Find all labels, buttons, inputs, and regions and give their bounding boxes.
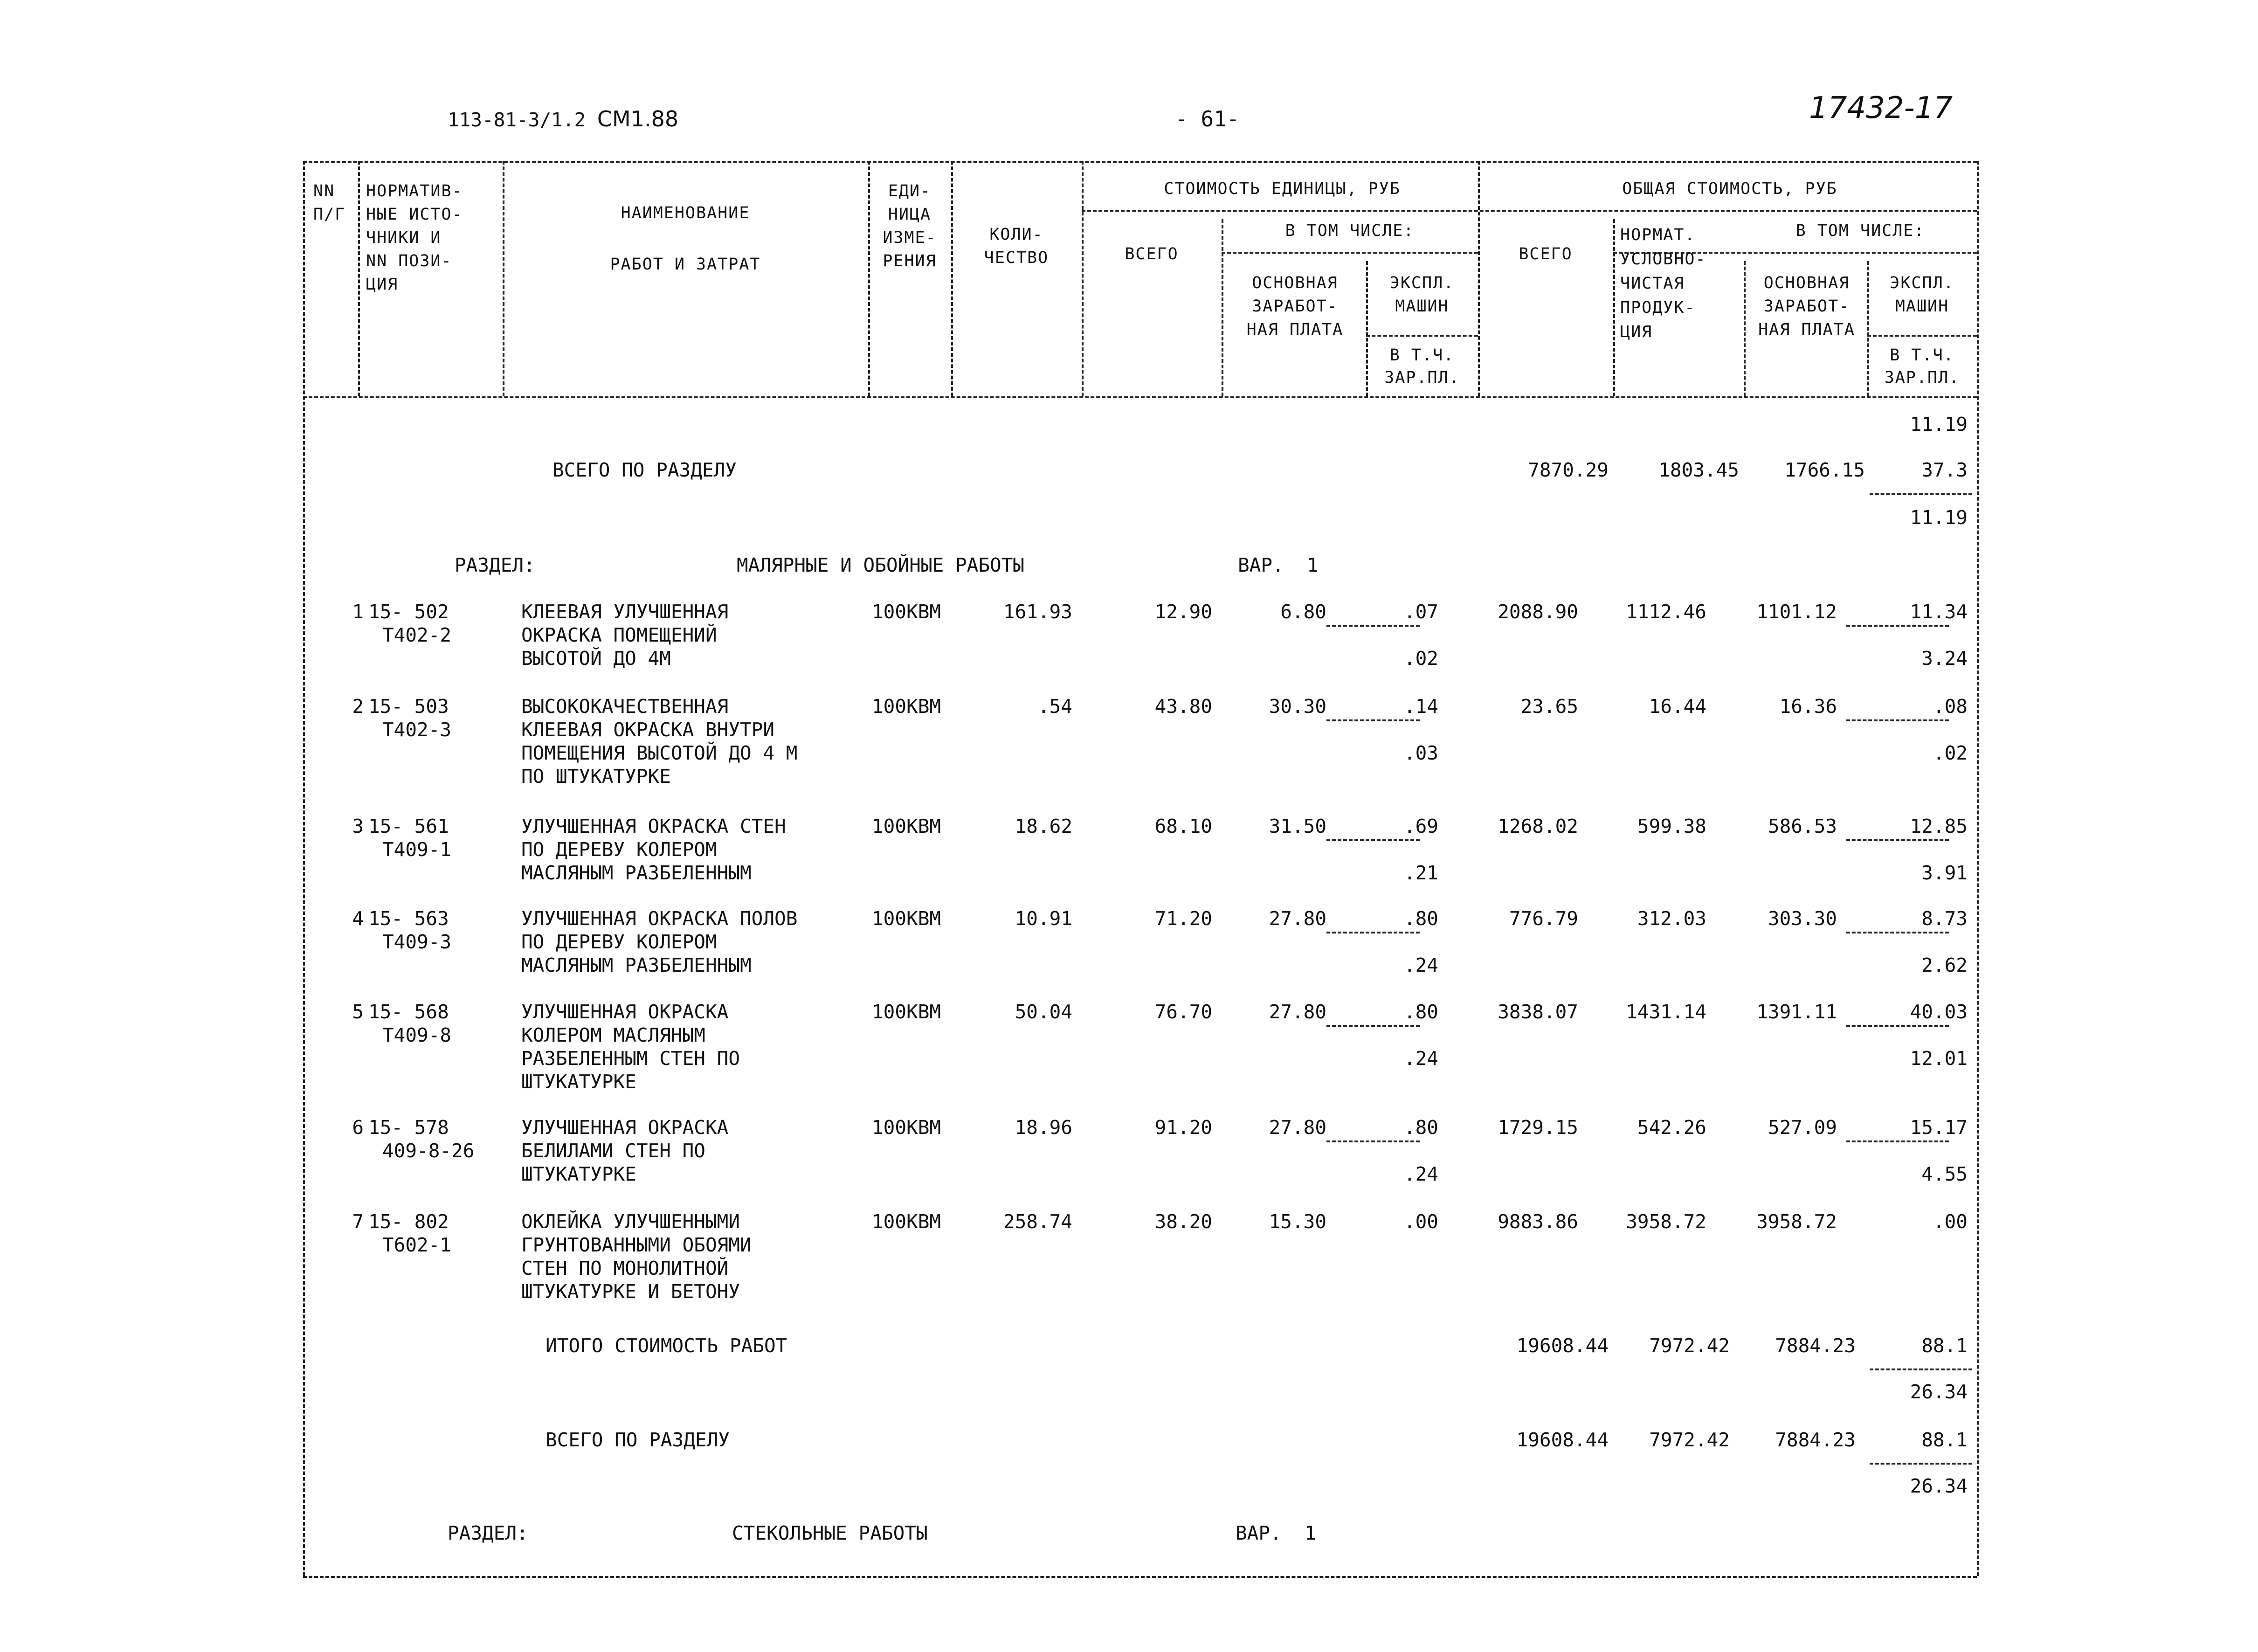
- doc-code-suffix: СМ1.88: [597, 106, 679, 131]
- item-unit-wage: 27.80: [1269, 1001, 1326, 1023]
- item-name-line: УЛУЧШЕННАЯ ОКРАСКА ПОЛОВ: [521, 907, 798, 930]
- header-subline: [1082, 210, 1977, 212]
- item-unit-total: 12.90: [1154, 601, 1212, 623]
- doc-code-number: 113-81-3/1.2: [448, 109, 586, 131]
- header-nc-net: НОРМАТ. УСЛОВНО- ЧИСТАЯ ПРОДУК- ЦИЯ: [1620, 226, 1706, 341]
- item-total-machines-wage: 4.55: [1921, 1163, 1968, 1185]
- item-name-line: УЛУЧШЕННАЯ ОКРАСКА СТЕН: [521, 815, 786, 837]
- item-name-line: МАСЛЯНЫМ РАЗБЕЛЕННЫМ: [521, 954, 752, 976]
- item-name-line: ПОМЕЩЕНИЯ ВЫСОТОЙ ДО 4 М: [521, 742, 798, 764]
- section-total-separator: [1870, 1463, 1972, 1465]
- item-unit-wage: 31.50: [1269, 815, 1326, 837]
- header-total-in-that: В ТОМ ЧИСЛЕ:: [1795, 221, 1925, 240]
- item-code-secondary: Т402-2: [382, 624, 452, 646]
- item-total-nc: 542.26: [1637, 1116, 1706, 1139]
- item-total: 23.65: [1520, 695, 1578, 718]
- item-unit-total: 76.70: [1154, 1001, 1212, 1023]
- header-divider: [1478, 161, 1480, 396]
- item-unit: 100КВМ: [872, 695, 941, 718]
- item-total-nc: 16.44: [1649, 695, 1706, 718]
- section-total-label: ВСЕГО ПО РАЗДЕЛУ: [546, 1429, 730, 1451]
- header-qty: КОЛИ- ЧЕСТВО: [984, 225, 1049, 267]
- item-total-wage: 586.53: [1768, 815, 1837, 837]
- item-total-separator: [1846, 1141, 1949, 1142]
- item-name-line: УЛУЧШЕННАЯ ОКРАСКА: [521, 1116, 729, 1139]
- item-unit-wage: 30.30: [1269, 695, 1326, 718]
- item-total-wage: 16.36: [1779, 695, 1837, 718]
- works-total-label: ИТОГО СТОИМОСТЬ РАБОТ: [546, 1334, 787, 1357]
- item-name-line: УЛУЧШЕННАЯ ОКРАСКА: [521, 1001, 729, 1023]
- item-unit: 100КВМ: [872, 1116, 941, 1139]
- item-number: 2: [352, 695, 364, 718]
- item-unit-wage: 27.80: [1269, 1116, 1326, 1139]
- item-number: 6: [352, 1116, 364, 1139]
- item-unit-machines: .14: [1403, 695, 1438, 718]
- item-unit: 100КВМ: [872, 815, 941, 837]
- works-total-mach-wage: 26.34: [1910, 1381, 1968, 1403]
- item-name-line: ОКРАСКА ПОМЕЩЕНИЙ: [521, 624, 717, 646]
- item-qty: 258.74: [1003, 1210, 1072, 1233]
- section-total-wage: 7884.23: [1775, 1429, 1856, 1451]
- item-name-line: СТЕН ПО МОНОЛИТНОЙ: [521, 1257, 729, 1279]
- header-name: НАИМЕНОВАНИЕ РАБОТ И ЗАТРАТ: [610, 204, 761, 274]
- item-total: 3838.07: [1498, 1001, 1578, 1023]
- item-qty: 10.91: [1015, 907, 1072, 930]
- header-divider: [951, 161, 953, 396]
- item-unit-machines: .80: [1403, 1001, 1438, 1023]
- item-unit: 100КВМ: [872, 601, 941, 623]
- header-nn: NN П/Г: [313, 182, 346, 224]
- item-name-line: КЛЕЕВАЯ ОКРАСКА ВНУТРИ: [521, 719, 775, 741]
- item-code: 15- 578: [368, 1116, 449, 1139]
- item-unit-wage: 27.80: [1269, 907, 1326, 930]
- frame-left-line: [303, 161, 305, 1576]
- header-unit: ЕДИ- НИЦА ИЗМЕ- РЕНИЯ: [883, 182, 937, 270]
- item-unit-wage: 6.80: [1280, 601, 1326, 623]
- item-code-secondary: Т409-1: [382, 838, 452, 861]
- item-total-wage: 303.30: [1768, 907, 1837, 930]
- header-divider: [1613, 219, 1615, 396]
- prev-total-label: ВСЕГО ПО РАЗДЕЛУ: [552, 459, 737, 481]
- item-total-machines: .00: [1933, 1210, 1968, 1233]
- item-total: 1268.02: [1498, 815, 1578, 837]
- works-total-separator: [1870, 1369, 1972, 1370]
- item-code-secondary: Т402-3: [382, 719, 452, 741]
- works-total-mach: 88.1: [1921, 1334, 1968, 1357]
- prev-machines: 1766.15: [1784, 459, 1865, 481]
- header-divider: [358, 161, 360, 396]
- header-total-cost: ОБЩАЯ СТОИМОСТЬ, РУБ: [1622, 180, 1837, 198]
- item-unit-total: 71.20: [1154, 907, 1212, 930]
- item-total-machines-wage: 12.01: [1910, 1047, 1968, 1070]
- item-total-nc: 599.38: [1637, 815, 1706, 837]
- section-total-mach: 88.1: [1921, 1429, 1968, 1451]
- item-qty: .54: [1037, 695, 1072, 718]
- item-qty: 50.04: [1015, 1001, 1072, 1023]
- item-unit-machines-wage: .24: [1403, 1047, 1438, 1070]
- item-unit-machines: .07: [1403, 601, 1438, 623]
- section1-name: МАЛЯРНЫЕ И ОБОЙНЫЕ РАБОТЫ: [737, 554, 1025, 576]
- section-total-nc: 7972.42: [1649, 1429, 1730, 1451]
- item-total-machines: .08: [1933, 695, 1968, 718]
- item-total-wage: 527.09: [1768, 1116, 1837, 1139]
- header-total-machines: ЭКСПЛ. МАШИН: [1890, 274, 1954, 316]
- item-total-nc: 1431.14: [1626, 1001, 1706, 1023]
- item-code-secondary: Т409-8: [382, 1024, 452, 1046]
- frame-top-line: [303, 161, 1977, 163]
- prev-separator: [1870, 493, 1972, 495]
- item-name-line: ОКЛЕЙКА УЛУЧШЕННЫМИ: [521, 1210, 740, 1233]
- header-unit-machines: ЭКСПЛ. МАШИН: [1389, 274, 1455, 316]
- item-total-machines-wage: 3.91: [1921, 862, 1968, 884]
- item-code: 15- 802: [368, 1210, 449, 1233]
- header-subline: [1366, 335, 1478, 337]
- item-number: 5: [352, 1001, 364, 1023]
- item-total-machines: 15.17: [1910, 1116, 1968, 1139]
- item-total-nc: 312.03: [1637, 907, 1706, 930]
- item-code: 15- 561: [368, 815, 449, 837]
- header-divider: [1082, 161, 1084, 396]
- item-unit-separator: [1326, 1141, 1420, 1142]
- section2-name: СТЕКОЛЬНЫЕ РАБОТЫ: [732, 1522, 928, 1544]
- item-unit-machines-wage: .21: [1403, 862, 1438, 884]
- item-total-machines-wage: .02: [1933, 742, 1968, 764]
- item-unit-total: 43.80: [1154, 695, 1212, 718]
- doc-code: [448, 108, 678, 130]
- item-total: 776.79: [1509, 907, 1578, 930]
- header-unit-incl-wage: В Т.Ч. ЗАР.ПЛ.: [1384, 346, 1460, 387]
- item-name-line: ПО ДЕРЕВУ КОЛЕРОМ: [521, 838, 717, 861]
- works-total-wage: 7884.23: [1775, 1334, 1856, 1357]
- page-number: - 61-: [1175, 106, 1240, 131]
- header-unit-total: ВСЕГО: [1125, 245, 1179, 263]
- item-qty: 18.62: [1015, 815, 1072, 837]
- item-code-secondary: Т409-3: [382, 931, 452, 953]
- item-name-line: БЕЛИЛАМИ СТЕН ПО: [521, 1140, 705, 1162]
- item-name-line: ГРУНТОВАННЫМИ ОБОЯМИ: [521, 1234, 752, 1256]
- item-number: 4: [352, 907, 364, 930]
- section1-label: РАЗДЕЛ:: [455, 554, 535, 576]
- prev-total: 7870.29: [1528, 459, 1609, 481]
- item-name-line: ПО ШТУКАТУРКЕ: [521, 765, 671, 788]
- frame-right-line: [1977, 161, 1979, 1576]
- item-unit-machines: .80: [1403, 1116, 1438, 1139]
- item-total-machines: 8.73: [1921, 907, 1968, 930]
- item-total-separator: [1846, 932, 1949, 933]
- item-total-wage: 3958.72: [1756, 1210, 1837, 1233]
- item-unit-separator: [1326, 1025, 1420, 1027]
- works-total: 19608.44: [1516, 1334, 1609, 1357]
- header-bottom-line: [303, 396, 1977, 398]
- section-total-mach-wage: 26.34: [1910, 1475, 1968, 1497]
- item-total: 2088.90: [1498, 601, 1578, 623]
- section-total: 19608.44: [1516, 1429, 1609, 1451]
- item-name-line: КЛЕЕВАЯ УЛУЧШЕННАЯ: [521, 601, 729, 623]
- header-subline: [1867, 335, 1977, 337]
- item-total: 1729.15: [1498, 1116, 1578, 1139]
- item-unit-machines-wage: .02: [1403, 647, 1438, 670]
- item-name-line: МАСЛЯНЫМ РАЗБЕЛЕННЫМ: [521, 862, 752, 884]
- item-unit-separator: [1326, 719, 1420, 721]
- item-qty: 161.93: [1003, 601, 1072, 623]
- item-number: 3: [352, 815, 364, 837]
- item-total-machines: 12.85: [1910, 815, 1968, 837]
- frame-bottom-line: [303, 1576, 1977, 1578]
- prev-top-wage: 11.19: [1910, 413, 1968, 435]
- item-code-secondary: Т602-1: [382, 1234, 452, 1256]
- item-total-nc: 1112.46: [1626, 601, 1706, 623]
- item-unit-machines: .00: [1403, 1210, 1438, 1233]
- item-unit-machines-wage: .24: [1403, 1163, 1438, 1185]
- prev-last: 37.3: [1921, 459, 1968, 481]
- item-name-line: ВЫСОТОЙ ДО 4М: [521, 647, 671, 670]
- item-unit-machines: .80: [1403, 907, 1438, 930]
- item-name-line: ШТУКАТУРКЕ: [521, 1163, 636, 1185]
- header-unit-in-that: В ТОМ ЧИСЛЕ:: [1285, 221, 1415, 240]
- item-code: 15- 563: [368, 907, 449, 930]
- item-total-separator: [1846, 1025, 1949, 1027]
- item-total-machines-wage: 3.24: [1921, 647, 1968, 670]
- header-subline: [1222, 252, 1478, 254]
- header-normative: НОРМАТИВ- НЫЕ ИСТО- ЧНИКИ И NN ПОЗИ- ЦИЯ: [366, 182, 463, 294]
- item-total-machines: 11.34: [1910, 601, 1968, 623]
- prev-bottom-wage: 11.19: [1910, 506, 1968, 529]
- item-unit-machines-wage: .24: [1403, 954, 1438, 976]
- item-unit-machines: .69: [1403, 815, 1438, 837]
- item-total-nc: 3958.72: [1626, 1210, 1706, 1233]
- item-unit-separator: [1326, 839, 1420, 841]
- item-unit: 100КВМ: [872, 907, 941, 930]
- item-code: 15- 502: [368, 601, 449, 623]
- item-unit-machines-wage: .03: [1403, 742, 1438, 764]
- item-total-machines-wage: 2.62: [1921, 954, 1968, 976]
- item-name-line: ШТУКАТУРКЕ: [521, 1071, 636, 1093]
- item-total-separator: [1846, 625, 1949, 627]
- header-total-incl-wage: В Т.Ч. ЗАР.ПЛ.: [1884, 346, 1960, 387]
- item-name-line: ШТУКАТУРКЕ И БЕТОНУ: [521, 1280, 740, 1303]
- works-total-nc: 7972.42: [1649, 1334, 1730, 1357]
- item-total-wage: 1391.11: [1756, 1001, 1837, 1023]
- header-divider: [1744, 261, 1746, 396]
- header-unit-base-wage: ОСНОВНАЯ ЗАРАБОТ- НАЯ ПЛАТА: [1246, 274, 1344, 339]
- item-total-separator: [1846, 719, 1949, 721]
- item-unit: 100КВМ: [872, 1210, 941, 1233]
- item-code-secondary: 409-8-26: [382, 1140, 475, 1162]
- item-name-line: ВЫСОКОКАЧЕСТВЕННАЯ: [521, 695, 729, 718]
- item-name-line: ПО ДЕРЕВУ КОЛЕРОМ: [521, 931, 717, 953]
- item-unit: 100КВМ: [872, 1001, 941, 1023]
- section2-variant: ВАР. 1: [1236, 1522, 1316, 1544]
- handwritten-number: 17432-17: [1809, 91, 1953, 125]
- item-unit-separator: [1326, 932, 1420, 933]
- item-unit-wage: 15.30: [1269, 1210, 1326, 1233]
- item-number: 7: [352, 1210, 364, 1233]
- item-number: 1: [352, 601, 364, 623]
- item-unit-total: 38.20: [1154, 1210, 1212, 1233]
- header-total-total: ВСЕГО: [1519, 245, 1573, 263]
- item-name-line: КОЛЕРОМ МАСЛЯНЫМ: [521, 1024, 705, 1046]
- header-total-base-wage: ОСНОВНАЯ ЗАРАБОТ- НАЯ ПЛАТА: [1758, 274, 1855, 339]
- item-unit-total: 91.20: [1154, 1116, 1212, 1139]
- item-code: 15- 568: [368, 1001, 449, 1023]
- item-total-wage: 1101.12: [1756, 601, 1837, 623]
- header-divider: [1222, 219, 1223, 396]
- section2-label: РАЗДЕЛ:: [448, 1522, 528, 1544]
- item-total: 9883.86: [1498, 1210, 1578, 1233]
- prev-base-wage: 1803.45: [1658, 459, 1739, 481]
- section1-variant: ВАР. 1: [1238, 554, 1319, 576]
- item-name-line: РАЗБЕЛЕННЫМ СТЕН ПО: [521, 1047, 740, 1070]
- header-unit-cost: СТОИМОСТЬ ЕДИНИЦЫ, РУБ: [1164, 180, 1401, 198]
- header-divider: [503, 161, 504, 396]
- item-qty: 18.96: [1015, 1116, 1072, 1139]
- item-total-machines: 40.03: [1910, 1001, 1968, 1023]
- item-code: 15- 503: [368, 695, 449, 718]
- item-total-separator: [1846, 839, 1949, 841]
- item-unit-total: 68.10: [1154, 815, 1212, 837]
- item-unit-separator: [1326, 625, 1420, 627]
